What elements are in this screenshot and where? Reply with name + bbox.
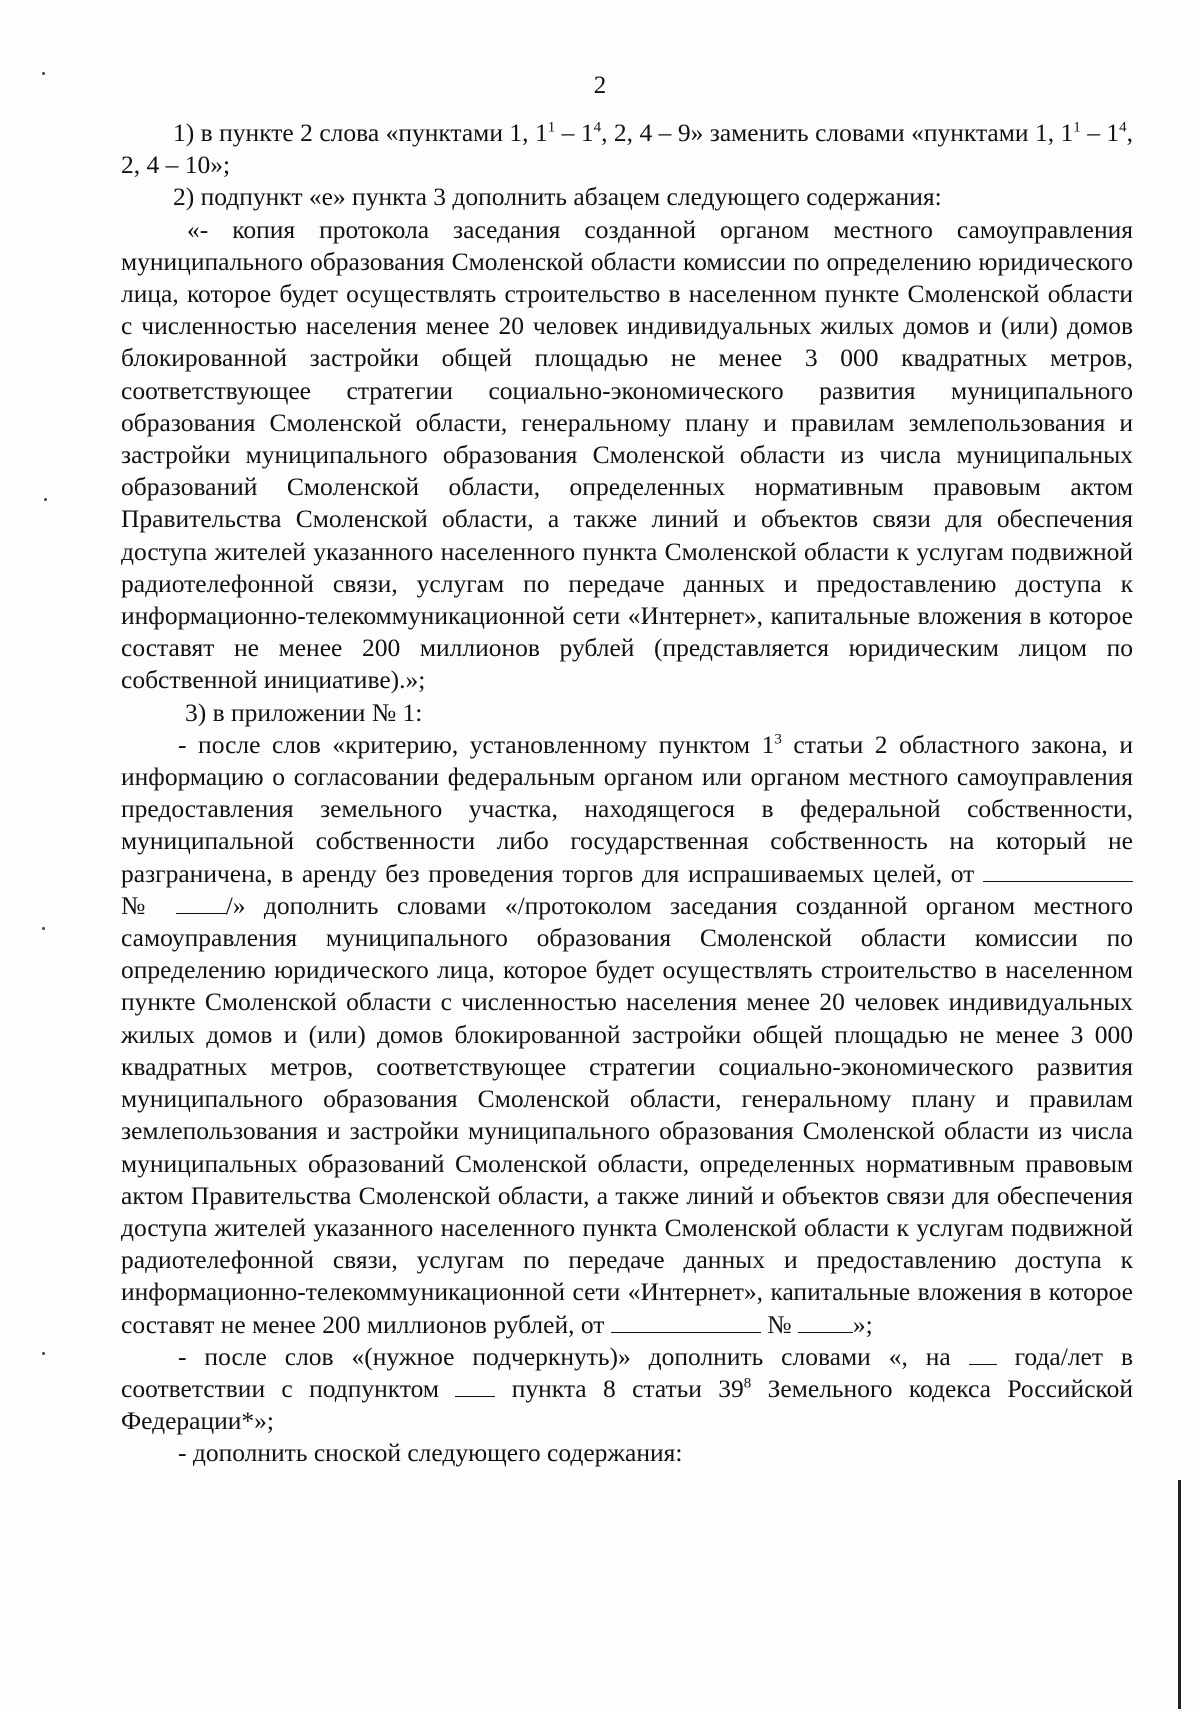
blank-line [798,1331,853,1333]
scan-speck [44,498,47,501]
scan-speck [42,1352,45,1355]
scan-speck [42,927,45,930]
scan-speck [42,72,45,75]
quoted-paragraph: «- копия протокола заседания созданной органом местного самоуправления муниципального образования Смоленской области комиссии по определению юридического лица, которое будет осуществлять строительство в населенном пункте Смоленской области с численностью населения менее 20 человек индивидуальных жилых домов и (или) домов блокированной застройки общей площадью не менее 3 000 квадратных метров, соответствующее стратегии социально-экономического развития муниципального образования Смоленской области, генеральному плану и правилам землепользования и застройки муниципального образования Смоленской области из числа муниципальных образований Смоленской области, определенных нормативным правовым актом Правительства Смоленской области, а также линий и объектов связи для обеспечения доступа жителей указанного населенного пункта Смоленской области к услугам подвижной радиотелефонной связи, услугам по передаче данных и предоставлению доступа к информационно-телекоммуникационной сети «Интернет», капитальные вложения в которое составят не менее 200 миллионов рублей (представляется юридическим лицом по собственной инициативе).»; [121,214,1133,695]
bullet-1-text: № [760,1309,798,1339]
bullet-2-text: пункта 8 статьи 39 [495,1373,744,1403]
bullet-2-text: Земельного кодекса Российской Федерации*»; [121,1373,1133,1436]
bullet-1-text: /» дополнить словами «/протоколом заседания созданной органом местного самоуправления муниципального образования Смоленской области комиссии по определению юридического лица, которое будет осуществлять строительство в населенном пункте Смоленской области с численностью населения менее 20 человек индивидуальных жилых домов и (или) домов блокированной застройки общей площадью не менее 3 000 квадратных метров, соответствующее стратегии социально-экономического развития муниципального образования Смоленской области, генеральному плану и правилам землепользования и застройки муниципального образования Смоленской области из числа муниципальных образований Смоленской области, определенных нормативным правовым актом Правительства Смоленской области, а также линий и объектов связи для обеспечения доступа жителей указанного населенного пункта Смоленской области к услугам подвижной радиотелефонной связи, услугам по передаче данных и предоставлению доступа к информационно-телекоммуникационной сети «Интернет», капитальные вложения в которое составят не менее 200 миллионов рублей, от [121,890,1133,1339]
superscript: 4 [593,119,602,136]
superscript: 1 [547,119,556,136]
blank-line [176,912,226,914]
bullet-2-text: - после слов «(нужное подчеркнуть)» дополнить словами «, на [178,1341,969,1371]
superscript: 4 [1119,119,1127,136]
bullet-1-text: № [121,890,176,920]
bullet-2 [121,1341,1133,1438]
blank-line [455,1395,495,1397]
superscript: 3 [774,731,782,748]
bullet-1-text: статьи 2 областного закона, и информацию о согласовании федеральным органом или органом местного самоуправления предоставления земельного участка, находящегося в федеральной собственности, муниципальной собственности либо государственная собственность на который не разграничена, в аренду без проведения торгов для испрашиваемых целей, от [121,729,1133,888]
superscript: 8 [743,1375,752,1392]
page-number: 2 [593,72,607,99]
bullet-2-text: года/лет в соответствии с подпунктом [121,1341,1133,1403]
scan-edge-line [1178,1480,1181,1709]
item-2: 2) подпункт «е» пункта 3 дополнить абзацем следующего содержания: [173,182,942,212]
item-1-text: 1) в пункте 2 слова «пунктами 1, 1 [173,118,548,147]
blank-line [983,880,1133,882]
blank-line [969,1363,997,1365]
document-body [121,117,1133,1470]
blank-line [611,1331,761,1333]
bullet-1-text: »; [852,1309,873,1339]
item-1-text: – 1 [555,118,594,147]
bullet-1-text: - после слов «критерию, установленному пунктом 1 [178,729,775,759]
superscript: 1 [1073,119,1081,136]
bullet-3: - дополнить сноской следующего содержания: [178,1438,683,1468]
item-1-text: – 1 [1080,118,1120,147]
item-1-text: , 2, 4 – 9» заменить словами «пунктами 1, 1 [601,118,1074,147]
bullet-1 [121,729,1133,1341]
item-1-text: , 2, 4 – 10»; [121,118,1134,180]
item-1 [121,117,1133,181]
item-3: 3) в приложении № 1: [185,697,423,727]
